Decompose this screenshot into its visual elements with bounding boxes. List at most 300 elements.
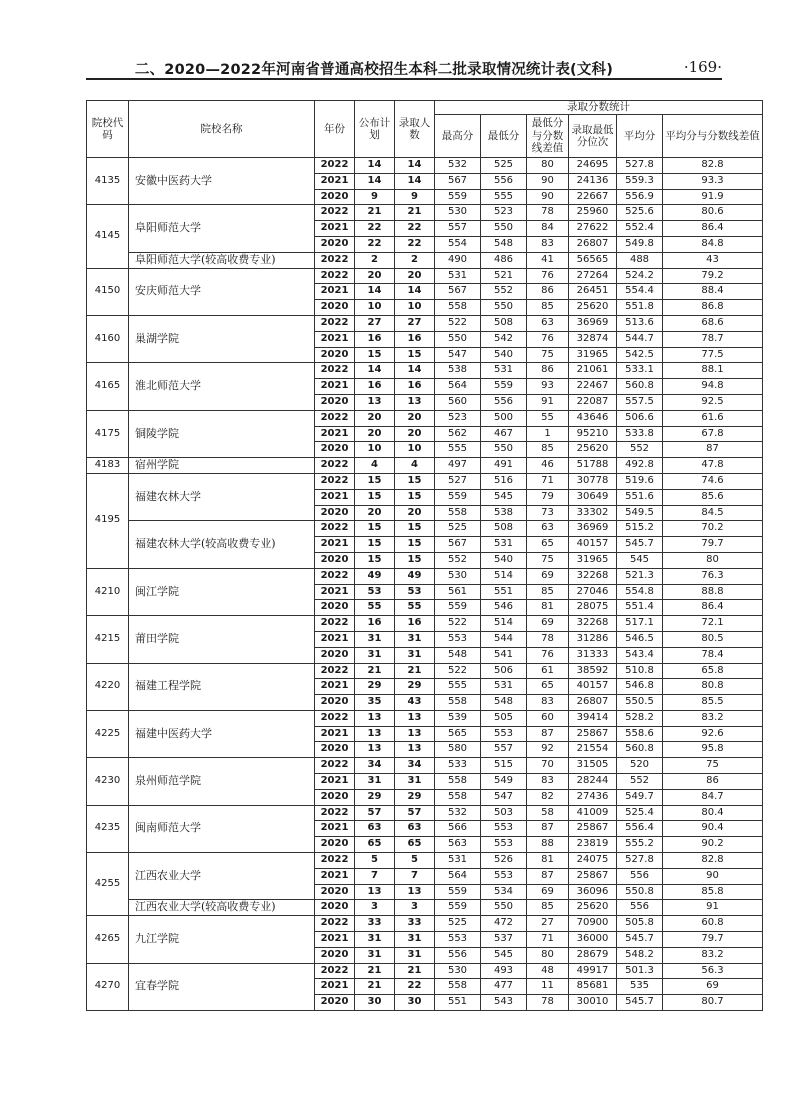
cell-rank: 22667	[569, 189, 617, 205]
cell-year: 2021	[315, 679, 355, 695]
cell-rank: 31965	[569, 552, 617, 568]
cell-rank: 28679	[569, 947, 617, 963]
cell-rank: 25867	[569, 726, 617, 742]
table-row	[87, 268, 763, 284]
cell-avgdiff: 78.7	[663, 331, 763, 347]
college-code: 4160	[87, 315, 129, 362]
cell-diff: 87	[527, 821, 569, 837]
cell-diff: 83	[527, 236, 569, 252]
cell-min: 556	[481, 394, 527, 410]
cell-adm: 31	[395, 647, 435, 663]
cell-plan: 20	[355, 268, 395, 284]
cell-avgdiff: 79.7	[663, 932, 763, 948]
cell-avg: 551.8	[617, 300, 663, 316]
cell-adm: 16	[395, 331, 435, 347]
cell-year: 2020	[315, 300, 355, 316]
cell-avg: 520	[617, 758, 663, 774]
cell-rank: 30010	[569, 995, 617, 1011]
cell-avgdiff: 67.8	[663, 426, 763, 442]
table-row	[87, 758, 763, 774]
cell-max: 558	[435, 505, 481, 521]
cell-plan: 14	[355, 158, 395, 174]
cell-adm: 27	[395, 315, 435, 331]
cell-year: 2022	[315, 521, 355, 537]
cell-adm: 49	[395, 568, 435, 584]
cell-rank: 25620	[569, 442, 617, 458]
cell-avg: 505.8	[617, 916, 663, 932]
cell-min: 506	[481, 663, 527, 679]
cell-year: 2022	[315, 473, 355, 489]
cell-max: 556	[435, 947, 481, 963]
cell-plan: 4	[355, 458, 395, 474]
college-name: 阜阳师范大学(较高收费专业)	[129, 252, 315, 268]
cell-min: 515	[481, 758, 527, 774]
cell-max: 531	[435, 853, 481, 869]
cell-adm: 15	[395, 489, 435, 505]
cell-min: 548	[481, 236, 527, 252]
cell-plan: 57	[355, 805, 395, 821]
col-header-max: 最高分	[435, 115, 481, 158]
cell-avg: 548.2	[617, 947, 663, 963]
cell-avg: 560.8	[617, 379, 663, 395]
cell-plan: 15	[355, 473, 395, 489]
cell-year: 2022	[315, 916, 355, 932]
cell-year: 2020	[315, 442, 355, 458]
cell-avgdiff: 56.3	[663, 963, 763, 979]
cell-adm: 13	[395, 742, 435, 758]
cell-avg: 521.3	[617, 568, 663, 584]
cell-avg: 554.8	[617, 584, 663, 600]
cell-diff: 1	[527, 426, 569, 442]
cell-diff: 46	[527, 458, 569, 474]
cell-avg: 544.7	[617, 331, 663, 347]
cell-min: 549	[481, 774, 527, 790]
cell-adm: 14	[395, 158, 435, 174]
college-name: 莆田学院	[129, 616, 315, 663]
cell-plan: 13	[355, 394, 395, 410]
cell-year: 2022	[315, 252, 355, 268]
cell-max: 538	[435, 363, 481, 379]
college-code: 4150	[87, 268, 129, 315]
cell-avg: 555.2	[617, 837, 663, 853]
cell-diff: 92	[527, 742, 569, 758]
cell-plan: 33	[355, 916, 395, 932]
cell-adm: 31	[395, 947, 435, 963]
cell-diff: 76	[527, 647, 569, 663]
cell-diff: 80	[527, 158, 569, 174]
cell-adm: 21	[395, 663, 435, 679]
cell-adm: 34	[395, 758, 435, 774]
cell-avg: 552	[617, 774, 663, 790]
cell-adm: 22	[395, 221, 435, 237]
cell-diff: 69	[527, 884, 569, 900]
page-header	[86, 56, 722, 80]
cell-diff: 70	[527, 758, 569, 774]
cell-max: 533	[435, 758, 481, 774]
cell-rank: 21554	[569, 742, 617, 758]
cell-plan: 21	[355, 979, 395, 995]
cell-avgdiff: 88.1	[663, 363, 763, 379]
cell-plan: 29	[355, 679, 395, 695]
cell-year: 2020	[315, 695, 355, 711]
col-header-plan: 公布计划	[355, 101, 395, 158]
cell-avgdiff: 80.8	[663, 679, 763, 695]
cell-year: 2020	[315, 189, 355, 205]
cell-min: 508	[481, 315, 527, 331]
cell-max: 490	[435, 252, 481, 268]
cell-avgdiff: 83.2	[663, 947, 763, 963]
college-name: 江西农业大学(较高收费专业)	[129, 900, 315, 916]
cell-max: 522	[435, 315, 481, 331]
cell-plan: 63	[355, 821, 395, 837]
cell-max: 580	[435, 742, 481, 758]
cell-max: 559	[435, 189, 481, 205]
cell-avgdiff: 65.8	[663, 663, 763, 679]
college-name: 安徽中医药大学	[129, 158, 315, 205]
cell-diff: 63	[527, 521, 569, 537]
cell-plan: 55	[355, 600, 395, 616]
cell-diff: 83	[527, 774, 569, 790]
cell-year: 2020	[315, 947, 355, 963]
cell-plan: 14	[355, 173, 395, 189]
cell-max: 567	[435, 284, 481, 300]
cell-rank: 25620	[569, 900, 617, 916]
cell-plan: 7	[355, 868, 395, 884]
cell-avgdiff: 93.3	[663, 173, 763, 189]
cell-min: 545	[481, 947, 527, 963]
cell-diff: 75	[527, 552, 569, 568]
cell-max: 562	[435, 426, 481, 442]
cell-rank: 27264	[569, 268, 617, 284]
cell-avgdiff: 84.5	[663, 505, 763, 521]
cell-avgdiff: 86	[663, 774, 763, 790]
cell-adm: 43	[395, 695, 435, 711]
col-header-avg: 平均分	[617, 115, 663, 158]
college-code: 4145	[87, 205, 129, 268]
admission-stats-table	[86, 100, 763, 1011]
cell-year: 2021	[315, 774, 355, 790]
table-row	[87, 252, 763, 268]
cell-min: 534	[481, 884, 527, 900]
cell-plan: 31	[355, 631, 395, 647]
cell-adm: 15	[395, 521, 435, 537]
cell-rank: 43646	[569, 410, 617, 426]
cell-diff: 87	[527, 868, 569, 884]
cell-max: 532	[435, 805, 481, 821]
cell-diff: 81	[527, 600, 569, 616]
cell-plan: 20	[355, 426, 395, 442]
cell-avgdiff: 84.8	[663, 236, 763, 252]
cell-rank: 33302	[569, 505, 617, 521]
cell-plan: 53	[355, 584, 395, 600]
cell-avgdiff: 90.2	[663, 837, 763, 853]
cell-avg: 552.4	[617, 221, 663, 237]
cell-diff: 83	[527, 695, 569, 711]
cell-min: 538	[481, 505, 527, 521]
cell-max: 559	[435, 900, 481, 916]
cell-diff: 75	[527, 347, 569, 363]
cell-adm: 31	[395, 631, 435, 647]
cell-diff: 86	[527, 363, 569, 379]
cell-plan: 16	[355, 331, 395, 347]
cell-min: 544	[481, 631, 527, 647]
cell-min: 553	[481, 726, 527, 742]
cell-plan: 16	[355, 616, 395, 632]
cell-min: 551	[481, 584, 527, 600]
cell-avg: 506.6	[617, 410, 663, 426]
cell-min: 550	[481, 221, 527, 237]
cell-max: 548	[435, 647, 481, 663]
cell-avgdiff: 76.3	[663, 568, 763, 584]
cell-max: 555	[435, 442, 481, 458]
cell-avg: 560.8	[617, 742, 663, 758]
cell-year: 2020	[315, 884, 355, 900]
cell-plan: 49	[355, 568, 395, 584]
cell-rank: 51788	[569, 458, 617, 474]
cell-avgdiff: 82.8	[663, 158, 763, 174]
cell-adm: 10	[395, 300, 435, 316]
cell-avg: 527.8	[617, 853, 663, 869]
cell-max: 552	[435, 552, 481, 568]
cell-year: 2020	[315, 900, 355, 916]
cell-diff: 76	[527, 268, 569, 284]
table-row	[87, 458, 763, 474]
cell-min: 500	[481, 410, 527, 426]
cell-year: 2022	[315, 616, 355, 632]
cell-rank: 40157	[569, 537, 617, 553]
college-name: 宜春学院	[129, 963, 315, 1010]
table-row	[87, 158, 763, 174]
cell-min: 556	[481, 173, 527, 189]
cell-year: 2021	[315, 821, 355, 837]
cell-rank: 22467	[569, 379, 617, 395]
college-name: 九江学院	[129, 916, 315, 963]
cell-rank: 31505	[569, 758, 617, 774]
cell-rank: 25867	[569, 821, 617, 837]
cell-year: 2020	[315, 347, 355, 363]
cell-year: 2022	[315, 710, 355, 726]
college-code: 4175	[87, 410, 129, 457]
cell-plan: 14	[355, 284, 395, 300]
cell-diff: 71	[527, 473, 569, 489]
cell-year: 2020	[315, 647, 355, 663]
cell-max: 561	[435, 584, 481, 600]
cell-min: 493	[481, 963, 527, 979]
cell-avgdiff: 87	[663, 442, 763, 458]
cell-avg: 545	[617, 552, 663, 568]
table-row	[87, 663, 763, 679]
cell-max: 522	[435, 663, 481, 679]
cell-avg: 545.7	[617, 995, 663, 1011]
cell-avg: 558.6	[617, 726, 663, 742]
cell-rank: 24695	[569, 158, 617, 174]
cell-plan: 14	[355, 363, 395, 379]
cell-max: 539	[435, 710, 481, 726]
cell-rank: 36969	[569, 521, 617, 537]
cell-avg: 528.2	[617, 710, 663, 726]
cell-year: 2020	[315, 236, 355, 252]
cell-avgdiff: 88.4	[663, 284, 763, 300]
cell-plan: 65	[355, 837, 395, 853]
college-name: 福建工程学院	[129, 663, 315, 710]
cell-avg: 556.9	[617, 189, 663, 205]
cell-year: 2021	[315, 932, 355, 948]
cell-adm: 15	[395, 552, 435, 568]
cell-min: 523	[481, 205, 527, 221]
cell-diff: 71	[527, 932, 569, 948]
cell-min: 525	[481, 158, 527, 174]
cell-diff: 84	[527, 221, 569, 237]
college-code: 4265	[87, 916, 129, 963]
cell-avgdiff: 85.8	[663, 884, 763, 900]
cell-adm: 30	[395, 995, 435, 1011]
col-header-year: 年份	[315, 101, 355, 158]
cell-avg: 556	[617, 868, 663, 884]
cell-min: 540	[481, 552, 527, 568]
cell-max: 497	[435, 458, 481, 474]
cell-min: 514	[481, 616, 527, 632]
cell-adm: 55	[395, 600, 435, 616]
college-name: 宿州学院	[129, 458, 315, 474]
cell-avg: 551.6	[617, 489, 663, 505]
cell-plan: 30	[355, 995, 395, 1011]
cell-rank: 49917	[569, 963, 617, 979]
cell-avg: 513.6	[617, 315, 663, 331]
cell-diff: 73	[527, 505, 569, 521]
cell-plan: 35	[355, 695, 395, 711]
cell-avg: 549.8	[617, 236, 663, 252]
cell-rank: 31965	[569, 347, 617, 363]
cell-rank: 36969	[569, 315, 617, 331]
cell-avgdiff: 92.5	[663, 394, 763, 410]
college-code: 4255	[87, 853, 129, 916]
table-row	[87, 710, 763, 726]
col-header-admitted: 录取人数	[395, 101, 435, 158]
cell-diff: 78	[527, 205, 569, 221]
cell-max: 565	[435, 726, 481, 742]
cell-rank: 24136	[569, 173, 617, 189]
cell-plan: 20	[355, 410, 395, 426]
cell-adm: 29	[395, 679, 435, 695]
cell-year: 2021	[315, 868, 355, 884]
table-row	[87, 363, 763, 379]
cell-rank: 26807	[569, 236, 617, 252]
cell-diff: 41	[527, 252, 569, 268]
col-header-min-rank: 录取最低分位次	[569, 115, 617, 158]
cell-diff: 48	[527, 963, 569, 979]
cell-adm: 29	[395, 789, 435, 805]
cell-avg: 533.8	[617, 426, 663, 442]
cell-plan: 29	[355, 789, 395, 805]
cell-min: 542	[481, 331, 527, 347]
cell-diff: 27	[527, 916, 569, 932]
cell-rank: 39414	[569, 710, 617, 726]
cell-min: 531	[481, 537, 527, 553]
cell-avgdiff: 86.4	[663, 600, 763, 616]
cell-diff: 78	[527, 631, 569, 647]
cell-year: 2022	[315, 963, 355, 979]
cell-max: 564	[435, 868, 481, 884]
cell-max: 523	[435, 410, 481, 426]
cell-rank: 36000	[569, 932, 617, 948]
college-name: 闽南师范大学	[129, 805, 315, 852]
cell-max: 558	[435, 695, 481, 711]
cell-plan: 31	[355, 932, 395, 948]
cell-adm: 16	[395, 379, 435, 395]
cell-rank: 26451	[569, 284, 617, 300]
cell-avg: 550.8	[617, 884, 663, 900]
cell-avgdiff: 86.4	[663, 221, 763, 237]
cell-adm: 63	[395, 821, 435, 837]
cell-year: 2022	[315, 268, 355, 284]
cell-diff: 69	[527, 616, 569, 632]
cell-rank: 27436	[569, 789, 617, 805]
cell-rank: 25867	[569, 868, 617, 884]
col-header-min: 最低分	[481, 115, 527, 158]
cell-year: 2020	[315, 995, 355, 1011]
cell-min: 508	[481, 521, 527, 537]
cell-adm: 10	[395, 442, 435, 458]
cell-avg: 549.7	[617, 789, 663, 805]
cell-diff: 90	[527, 189, 569, 205]
cell-year: 2020	[315, 742, 355, 758]
cell-diff: 81	[527, 853, 569, 869]
cell-avgdiff: 82.8	[663, 853, 763, 869]
cell-avgdiff: 85.6	[663, 489, 763, 505]
cell-max: 553	[435, 932, 481, 948]
cell-max: 532	[435, 158, 481, 174]
cell-avg: 525.4	[617, 805, 663, 821]
cell-max: 530	[435, 963, 481, 979]
cell-year: 2022	[315, 458, 355, 474]
cell-diff: 85	[527, 442, 569, 458]
cell-avg: 501.3	[617, 963, 663, 979]
cell-adm: 9	[395, 189, 435, 205]
cell-min: 521	[481, 268, 527, 284]
cell-rank: 70900	[569, 916, 617, 932]
cell-year: 2021	[315, 173, 355, 189]
cell-avg: 535	[617, 979, 663, 995]
cell-max: 567	[435, 537, 481, 553]
cell-adm: 14	[395, 284, 435, 300]
cell-adm: 57	[395, 805, 435, 821]
cell-adm: 21	[395, 963, 435, 979]
cell-avgdiff: 83.2	[663, 710, 763, 726]
cell-avgdiff: 91.9	[663, 189, 763, 205]
cell-avg: 524.2	[617, 268, 663, 284]
cell-min: 543	[481, 995, 527, 1011]
cell-max: 550	[435, 331, 481, 347]
cell-avgdiff: 72.1	[663, 616, 763, 632]
table-row	[87, 616, 763, 632]
cell-diff: 58	[527, 805, 569, 821]
cell-min: 546	[481, 600, 527, 616]
cell-year: 2022	[315, 805, 355, 821]
cell-diff: 85	[527, 584, 569, 600]
cell-plan: 21	[355, 963, 395, 979]
cell-adm: 22	[395, 979, 435, 995]
cell-year: 2021	[315, 631, 355, 647]
cell-diff: 82	[527, 789, 569, 805]
cell-adm: 14	[395, 363, 435, 379]
cell-diff: 85	[527, 900, 569, 916]
cell-adm: 13	[395, 710, 435, 726]
cell-plan: 22	[355, 221, 395, 237]
cell-diff: 61	[527, 663, 569, 679]
cell-rank: 28075	[569, 600, 617, 616]
cell-avgdiff: 80.4	[663, 805, 763, 821]
col-header-avg-diff: 平均分与分数线差值	[663, 115, 763, 158]
